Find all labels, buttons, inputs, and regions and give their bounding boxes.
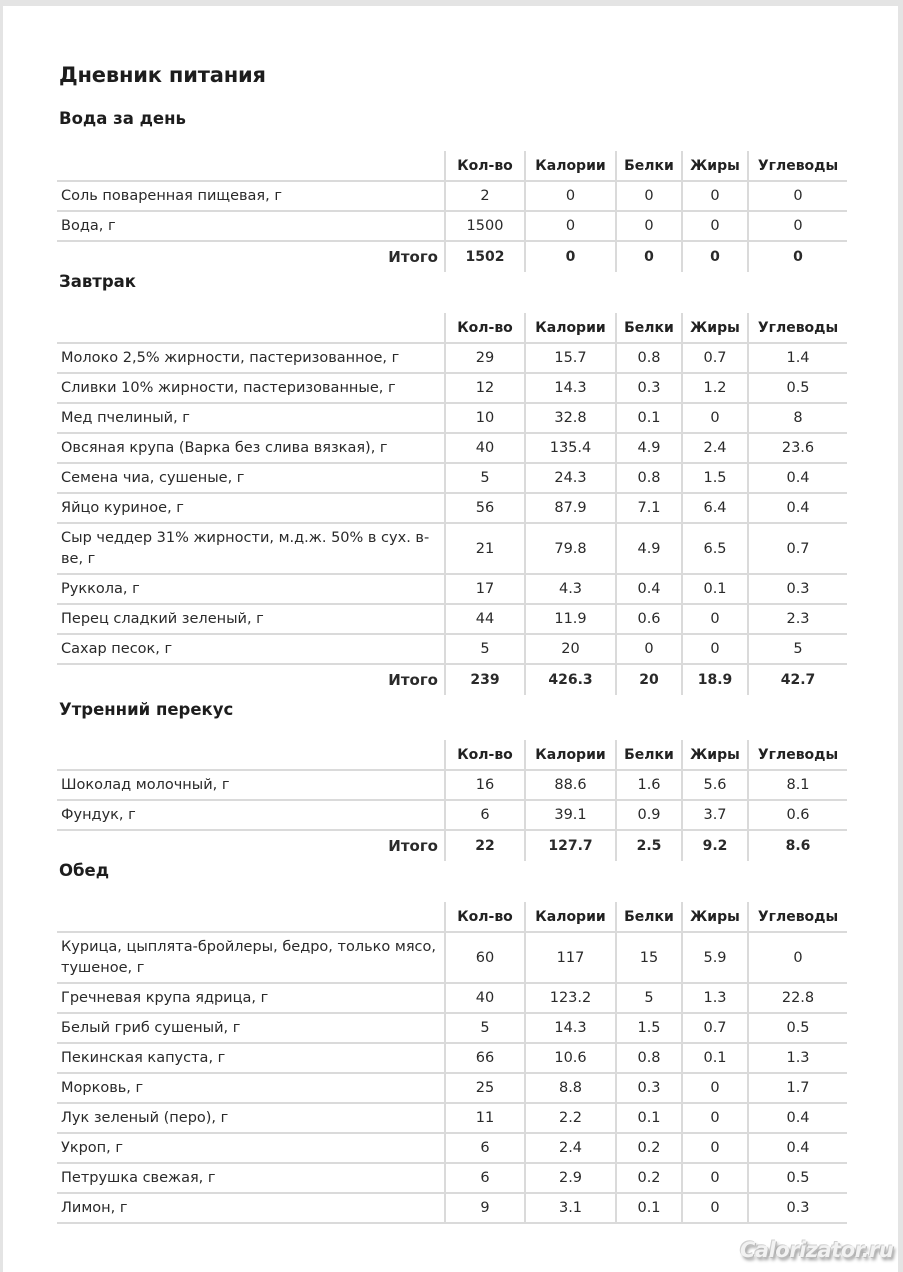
food-name: Семена чиа, сушеные, г — [57, 463, 445, 493]
meal-table — [57, 313, 847, 695]
fat-cell: 5.6 — [682, 770, 748, 800]
calories-cell: 14.3 — [525, 373, 616, 403]
protein-cell: 0.4 — [616, 574, 682, 604]
protein-cell: 15 — [616, 932, 682, 983]
fat-cell: 5.9 — [682, 932, 748, 983]
table-row — [57, 1103, 847, 1133]
total-carbs: 8.6 — [748, 830, 847, 861]
food-name: Шоколад молочный, г — [57, 770, 445, 800]
document-page — [3, 6, 898, 1272]
food-name: Лук зеленый (перо), г — [57, 1103, 445, 1133]
fat-cell: 0 — [682, 1163, 748, 1193]
carbs-cell: 0.4 — [748, 493, 847, 523]
carbs-cell: 8.1 — [748, 770, 847, 800]
table-row — [57, 770, 847, 800]
food-name: Белый гриб сушеный, г — [57, 1013, 445, 1043]
calories-cell: 117 — [525, 932, 616, 983]
total-row — [57, 241, 847, 272]
section-heading: Обед — [59, 861, 110, 880]
calories-cell: 3.1 — [525, 1193, 616, 1223]
protein-cell: 0.2 — [616, 1163, 682, 1193]
calories-cell: 79.8 — [525, 523, 616, 574]
calories-cell: 2.4 — [525, 1133, 616, 1163]
calories-cell: 15.7 — [525, 343, 616, 373]
total-carbs: 42.7 — [748, 664, 847, 695]
header-protein: Белки — [616, 740, 682, 770]
header-protein: Белки — [616, 902, 682, 932]
header-fat: Жиры — [682, 740, 748, 770]
carbs-cell: 2.3 — [748, 604, 847, 634]
header-quantity: Кол-во — [445, 902, 525, 932]
carbs-cell: 1.4 — [748, 343, 847, 373]
fat-cell: 1.5 — [682, 463, 748, 493]
fat-cell: 0 — [682, 181, 748, 211]
quantity-cell: 40 — [445, 433, 525, 463]
header-carbs: Углеводы — [748, 151, 847, 181]
calories-cell: 14.3 — [525, 1013, 616, 1043]
carbs-cell: 0.7 — [748, 523, 847, 574]
food-name: Пекинская капуста, г — [57, 1043, 445, 1073]
section-heading: Завтрак — [59, 272, 137, 291]
table-row — [57, 983, 847, 1013]
section-heading: Вода за день — [59, 109, 186, 128]
protein-cell: 5 — [616, 983, 682, 1013]
watermark-logo: Calorizator.ru — [740, 1238, 894, 1262]
total-protein: 2.5 — [616, 830, 682, 861]
total-quantity: 22 — [445, 830, 525, 861]
table-header-row — [57, 151, 847, 181]
table-row — [57, 523, 847, 574]
header-quantity: Кол-во — [445, 313, 525, 343]
total-protein: 20 — [616, 664, 682, 695]
quantity-cell: 9 — [445, 1193, 525, 1223]
header-fat: Жиры — [682, 902, 748, 932]
protein-cell: 0.1 — [616, 1193, 682, 1223]
protein-cell: 4.9 — [616, 433, 682, 463]
calories-cell: 135.4 — [525, 433, 616, 463]
table-header-row — [57, 313, 847, 343]
carbs-cell: 0.5 — [748, 1013, 847, 1043]
protein-cell: 0.2 — [616, 1133, 682, 1163]
header-fat: Жиры — [682, 151, 748, 181]
total-calories: 127.7 — [525, 830, 616, 861]
header-calories: Калории — [525, 151, 616, 181]
quantity-cell: 16 — [445, 770, 525, 800]
quantity-cell: 60 — [445, 932, 525, 983]
table-row — [57, 493, 847, 523]
food-name: Сливки 10% жирности, пастеризованные, г — [57, 373, 445, 403]
table-row — [57, 634, 847, 664]
protein-cell: 0.3 — [616, 1073, 682, 1103]
total-fat: 0 — [682, 241, 748, 272]
fat-cell: 0 — [682, 1193, 748, 1223]
carbs-cell: 0.4 — [748, 1103, 847, 1133]
calories-cell: 11.9 — [525, 604, 616, 634]
food-name: Соль поваренная пищевая, г — [57, 181, 445, 211]
protein-cell: 7.1 — [616, 493, 682, 523]
protein-cell: 1.5 — [616, 1013, 682, 1043]
calories-cell: 0 — [525, 211, 616, 241]
fat-cell: 0.1 — [682, 574, 748, 604]
header-carbs: Углеводы — [748, 313, 847, 343]
quantity-cell: 17 — [445, 574, 525, 604]
header-calories: Калории — [525, 740, 616, 770]
table-row — [57, 181, 847, 211]
meal-table — [57, 902, 847, 1224]
food-name: Морковь, г — [57, 1073, 445, 1103]
quantity-cell: 6 — [445, 1133, 525, 1163]
fat-cell: 0.7 — [682, 1013, 748, 1043]
meal-table — [57, 151, 847, 272]
protein-cell: 0.3 — [616, 373, 682, 403]
header-blank-cell — [57, 740, 445, 770]
calories-cell: 4.3 — [525, 574, 616, 604]
total-calories: 426.3 — [525, 664, 616, 695]
carbs-cell: 0.5 — [748, 1163, 847, 1193]
fat-cell: 6.4 — [682, 493, 748, 523]
carbs-cell: 0 — [748, 211, 847, 241]
protein-cell: 0.9 — [616, 800, 682, 830]
protein-cell: 4.9 — [616, 523, 682, 574]
quantity-cell: 6 — [445, 800, 525, 830]
table-row — [57, 403, 847, 433]
total-quantity: 1502 — [445, 241, 525, 272]
quantity-cell: 44 — [445, 604, 525, 634]
food-name: Петрушка свежая, г — [57, 1163, 445, 1193]
fat-cell: 0 — [682, 604, 748, 634]
table-row — [57, 1013, 847, 1043]
table-row — [57, 1193, 847, 1223]
fat-cell: 0 — [682, 211, 748, 241]
food-name: Овсяная крупа (Варка без слива вязкая), г — [57, 433, 445, 463]
calories-cell: 87.9 — [525, 493, 616, 523]
quantity-cell: 40 — [445, 983, 525, 1013]
fat-cell: 0.1 — [682, 1043, 748, 1073]
total-protein: 0 — [616, 241, 682, 272]
food-name: Руккола, г — [57, 574, 445, 604]
table-row — [57, 800, 847, 830]
header-quantity: Кол-во — [445, 151, 525, 181]
table-row — [57, 932, 847, 983]
table-header-row — [57, 740, 847, 770]
calories-cell: 39.1 — [525, 800, 616, 830]
fat-cell: 0 — [682, 1133, 748, 1163]
quantity-cell: 6 — [445, 1163, 525, 1193]
table-row — [57, 1163, 847, 1193]
total-label: Итого — [388, 837, 438, 855]
fat-cell: 2.4 — [682, 433, 748, 463]
section-heading: Утренний перекус — [59, 700, 234, 719]
meal-table — [57, 740, 847, 861]
calories-cell: 0 — [525, 181, 616, 211]
table-row — [57, 574, 847, 604]
calories-cell: 32.8 — [525, 403, 616, 433]
total-label: Итого — [388, 248, 438, 266]
table-row — [57, 343, 847, 373]
food-name: Гречневая крупа ядрица, г — [57, 983, 445, 1013]
fat-cell: 3.7 — [682, 800, 748, 830]
table-row — [57, 433, 847, 463]
carbs-cell: 0 — [748, 181, 847, 211]
quantity-cell: 21 — [445, 523, 525, 574]
fat-cell: 0 — [682, 1103, 748, 1133]
protein-cell: 0.8 — [616, 463, 682, 493]
fat-cell: 6.5 — [682, 523, 748, 574]
table-row — [57, 1133, 847, 1163]
quantity-cell: 11 — [445, 1103, 525, 1133]
quantity-cell: 2 — [445, 181, 525, 211]
header-calories: Калории — [525, 313, 616, 343]
fat-cell: 1.2 — [682, 373, 748, 403]
header-quantity: Кол-во — [445, 740, 525, 770]
carbs-cell: 0.5 — [748, 373, 847, 403]
table-row — [57, 463, 847, 493]
header-blank-cell — [57, 902, 445, 932]
calories-cell: 88.6 — [525, 770, 616, 800]
fat-cell: 0 — [682, 1073, 748, 1103]
table-row — [57, 1043, 847, 1073]
quantity-cell: 5 — [445, 1013, 525, 1043]
carbs-cell: 0.3 — [748, 574, 847, 604]
food-name: Укроп, г — [57, 1133, 445, 1163]
calories-cell: 24.3 — [525, 463, 616, 493]
carbs-cell: 0.6 — [748, 800, 847, 830]
carbs-cell: 1.3 — [748, 1043, 847, 1073]
header-blank-cell — [57, 151, 445, 181]
table-header-row — [57, 902, 847, 932]
protein-cell: 1.6 — [616, 770, 682, 800]
food-name: Перец сладкий зеленый, г — [57, 604, 445, 634]
carbs-cell: 5 — [748, 634, 847, 664]
quantity-cell: 25 — [445, 1073, 525, 1103]
fat-cell: 0 — [682, 634, 748, 664]
header-protein: Белки — [616, 151, 682, 181]
table-row — [57, 211, 847, 241]
total-row — [57, 830, 847, 861]
calories-cell: 10.6 — [525, 1043, 616, 1073]
total-calories: 0 — [525, 241, 616, 272]
fat-cell: 1.3 — [682, 983, 748, 1013]
quantity-cell: 29 — [445, 343, 525, 373]
quantity-cell: 10 — [445, 403, 525, 433]
protein-cell: 0 — [616, 634, 682, 664]
fat-cell: 0 — [682, 403, 748, 433]
protein-cell: 0 — [616, 181, 682, 211]
calories-cell: 20 — [525, 634, 616, 664]
carbs-cell: 0.4 — [748, 1133, 847, 1163]
protein-cell: 0.8 — [616, 343, 682, 373]
carbs-cell: 23.6 — [748, 433, 847, 463]
food-name: Сахар песок, г — [57, 634, 445, 664]
calories-cell: 2.9 — [525, 1163, 616, 1193]
total-fat: 9.2 — [682, 830, 748, 861]
total-carbs: 0 — [748, 241, 847, 272]
header-carbs: Углеводы — [748, 740, 847, 770]
header-protein: Белки — [616, 313, 682, 343]
total-label: Итого — [388, 671, 438, 689]
quantity-cell: 66 — [445, 1043, 525, 1073]
header-blank-cell — [57, 313, 445, 343]
protein-cell: 0.1 — [616, 1103, 682, 1133]
protein-cell: 0.6 — [616, 604, 682, 634]
table-row — [57, 604, 847, 634]
quantity-cell: 5 — [445, 463, 525, 493]
food-name: Лимон, г — [57, 1193, 445, 1223]
protein-cell: 0.1 — [616, 403, 682, 433]
protein-cell: 0.8 — [616, 1043, 682, 1073]
header-calories: Калории — [525, 902, 616, 932]
carbs-cell: 1.7 — [748, 1073, 847, 1103]
total-quantity: 239 — [445, 664, 525, 695]
food-name: Сыр чеддер 31% жирности, м.д.ж. 50% в сух. в-ве, г — [57, 523, 445, 574]
header-fat: Жиры — [682, 313, 748, 343]
carbs-cell: 22.8 — [748, 983, 847, 1013]
carbs-cell: 0 — [748, 932, 847, 983]
food-name: Вода, г — [57, 211, 445, 241]
food-name: Молоко 2,5% жирности, пастеризованное, г — [57, 343, 445, 373]
carbs-cell: 0.4 — [748, 463, 847, 493]
carbs-cell: 0.3 — [748, 1193, 847, 1223]
total-fat: 18.9 — [682, 664, 748, 695]
food-name: Яйцо куриное, г — [57, 493, 445, 523]
page-title: Дневник питания — [59, 63, 266, 87]
quantity-cell: 56 — [445, 493, 525, 523]
food-name: Курица, цыплята-бройлеры, бедро, только мясо, тушеное, г — [57, 932, 445, 983]
quantity-cell: 12 — [445, 373, 525, 403]
calories-cell: 123.2 — [525, 983, 616, 1013]
quantity-cell: 5 — [445, 634, 525, 664]
food-name: Мед пчелиный, г — [57, 403, 445, 433]
calories-cell: 2.2 — [525, 1103, 616, 1133]
fat-cell: 0.7 — [682, 343, 748, 373]
header-carbs: Углеводы — [748, 902, 847, 932]
table-row — [57, 373, 847, 403]
total-row — [57, 664, 847, 695]
protein-cell: 0 — [616, 211, 682, 241]
calories-cell: 8.8 — [525, 1073, 616, 1103]
quantity-cell: 1500 — [445, 211, 525, 241]
carbs-cell: 8 — [748, 403, 847, 433]
food-name: Фундук, г — [57, 800, 445, 830]
table-row — [57, 1073, 847, 1103]
